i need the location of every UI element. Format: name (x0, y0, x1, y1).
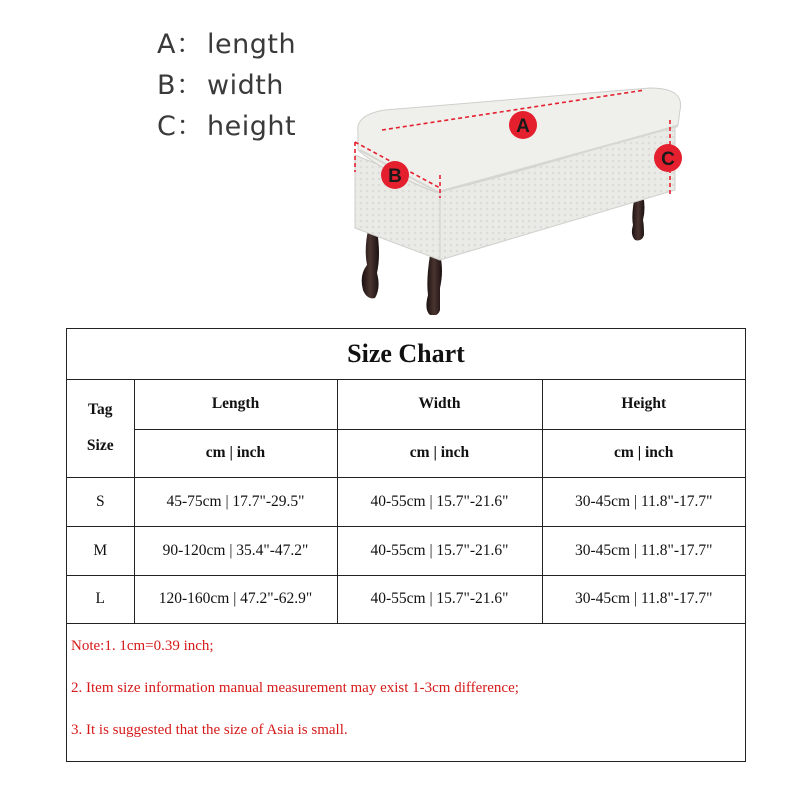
legend-width: B： width (157, 70, 284, 101)
size-chart-title: Size Chart (67, 329, 745, 380)
svg-text:A: A (516, 116, 530, 137)
marker-c (654, 144, 682, 172)
length-value: 120-160cm | 47.2"-62.9" (134, 575, 337, 623)
size-label: M (67, 526, 134, 575)
height-value: 30-45cm | 11.8"-17.7" (542, 477, 745, 526)
marker-b (381, 161, 409, 189)
marker-a (509, 111, 537, 139)
table-row (67, 575, 745, 623)
size-label: S (67, 477, 134, 526)
length-value: 90-120cm | 35.4"-47.2" (134, 526, 337, 575)
size-chart (66, 328, 746, 762)
height-value: 30-45cm | 11.8"-17.7" (542, 526, 745, 575)
width-unit: cm | inch (337, 429, 542, 477)
note-3: 3. It is suggested that the size of Asia is small. (71, 721, 348, 738)
table-row (67, 526, 745, 575)
svg-text:B: B (388, 166, 402, 187)
height-value: 30-45cm | 11.8"-17.7" (542, 575, 745, 623)
height-unit: cm | inch (542, 429, 745, 477)
size-notes (67, 624, 745, 764)
dimension-legend (157, 24, 296, 147)
length-header: Length (134, 380, 337, 429)
width-header: Width (337, 380, 542, 429)
height-header: Height (542, 380, 745, 429)
note-2: 2. Item size information manual measurement may exist 1-3cm difference; (71, 679, 519, 696)
tag-size-header: Tag Size (67, 380, 134, 477)
width-value: 40-55cm | 15.7"-21.6" (337, 575, 542, 623)
length-unit: cm | inch (134, 429, 337, 477)
table-row (67, 477, 745, 526)
width-value: 40-55cm | 15.7"-21.6" (337, 477, 542, 526)
ottoman-product-image (340, 80, 700, 315)
legend-length: A： length (157, 29, 297, 60)
note-1: Note:1. 1cm=0.39 inch; (71, 637, 214, 654)
size-label: L (67, 575, 134, 623)
length-value: 45-75cm | 17.7"-29.5" (134, 477, 337, 526)
svg-text:C: C (661, 149, 675, 170)
size-table (67, 380, 745, 624)
legend-height: C： height (157, 111, 297, 142)
width-value: 40-55cm | 15.7"-21.6" (337, 526, 542, 575)
